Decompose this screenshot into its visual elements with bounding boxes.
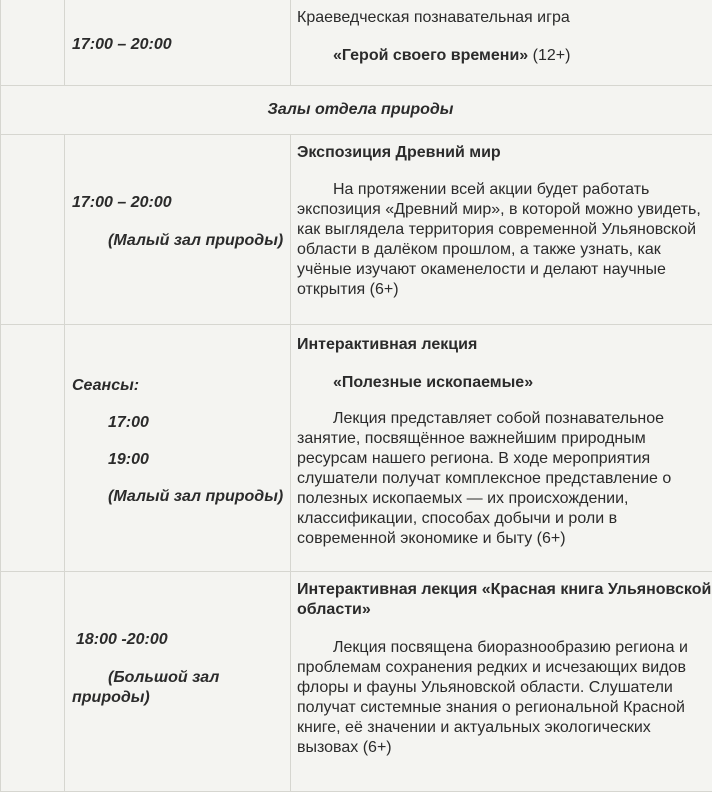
table-row	[1, 86, 712, 135]
event-title: «Полезные ископаемые»	[297, 373, 712, 393]
hall-name: (Малый зал природы)	[65, 470, 290, 507]
event-title: «Герой своего времени»	[333, 47, 528, 64]
time-cell	[65, 135, 291, 325]
sessions-label: Сеансы:	[65, 325, 290, 396]
hall-name: (Большой зал природы)	[65, 650, 290, 708]
session-time: 19:00	[65, 433, 290, 470]
event-cell	[291, 572, 712, 792]
event-description: На протяжении всей акции будет работать экспозиция «Древний мир», в которой можно увидеть, как выглядела территория современной Ульяновской области в далёком прошлом, а также узнать, как учёные изучают окаменелости и делают научные открытия (6+)	[297, 180, 712, 300]
event-time: 17:00 – 20:00	[65, 135, 290, 213]
event-cell	[291, 0, 712, 86]
event-title-line	[297, 46, 712, 66]
table-row	[1, 572, 712, 792]
event-time: 18:00 -20:00	[65, 572, 290, 650]
event-cell	[291, 325, 712, 572]
empty-cell	[1, 572, 65, 792]
hall-name: (Малый зал природы)	[65, 213, 290, 251]
event-type: Краеведческая познавательная игра	[297, 8, 712, 28]
table-row	[1, 0, 712, 86]
age-rating: (12+)	[533, 47, 571, 64]
table-row	[1, 135, 712, 325]
empty-cell	[1, 135, 65, 325]
event-description: Лекция представляет собой познавательное занятие, посвящённое важнейшим природным ресурсам нашего региона. В ходе мероприятия слушатели получат комплексное представление о полезных ископаемых — их происхождении, классификации, способах добычи и роли в современной экономике и быту (6+)	[297, 409, 712, 549]
event-cell	[291, 135, 712, 325]
empty-cell	[1, 325, 65, 572]
event-type: Интерактивная лекция	[297, 335, 712, 355]
time-cell	[65, 0, 291, 86]
event-title: Интерактивная лекция «Красная книга Ульяновской области»	[297, 580, 712, 620]
section-title: Залы отдела природы	[1, 86, 712, 135]
table-row	[1, 325, 712, 572]
event-time: 17:00 – 20:00	[65, 0, 290, 55]
event-description: Лекция посвящена биоразнообразию региона и проблемам сохранения редких и исчезающих видов флоры и фауны Ульяновской области. Слушатели получат системные знания о региональной Красной книге, её значении и актуальных экологических вызовах (6+)	[297, 638, 712, 758]
session-time: 17:00	[65, 396, 290, 433]
time-cell	[65, 572, 291, 792]
event-title: Экспозиция Древний мир	[297, 143, 712, 163]
time-cell	[65, 325, 291, 572]
empty-cell	[1, 0, 65, 86]
